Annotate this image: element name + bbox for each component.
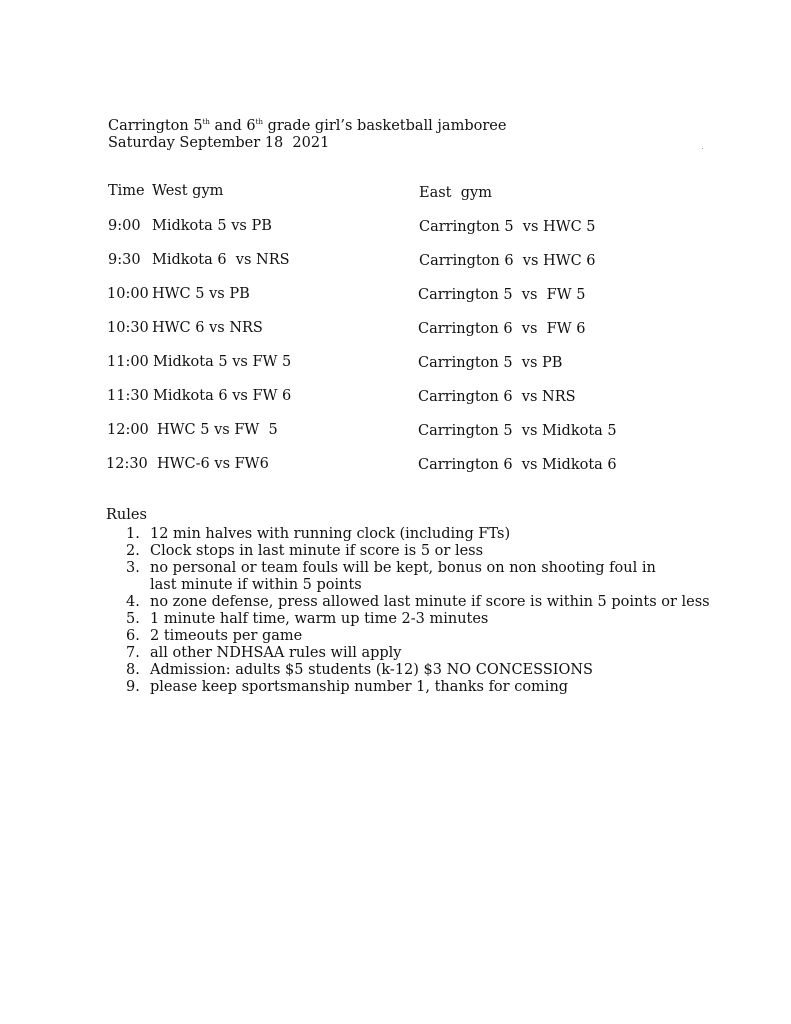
rule-number: 3. — [126, 560, 140, 576]
rule-number: 2. — [126, 543, 140, 559]
rule-item — [126, 679, 710, 696]
rule-number: 9. — [126, 679, 140, 695]
rules-heading: Rules — [106, 507, 147, 523]
west-game: HWC 5 vs PB — [152, 286, 250, 302]
rule-item — [126, 645, 710, 662]
document-date: Saturday September 18 2021 — [108, 135, 330, 151]
rule-text: Admission: adults $5 students (k-12) $3 NO CONCESSIONS — [150, 662, 593, 678]
west-game: Midkota 5 vs FW 5 — [153, 354, 292, 370]
west-game: Midkota 6 vs FW 6 — [153, 388, 292, 404]
rules-list — [126, 526, 710, 696]
rule-number: 1. — [126, 526, 140, 542]
schedule-time: 9:00 — [108, 218, 141, 234]
west-gym-header: West gym — [152, 183, 224, 199]
rule-number: 6. — [126, 628, 140, 644]
west-game: HWC 5 vs FW 5 — [157, 422, 278, 438]
schedule-time: 12:00 — [107, 422, 149, 438]
rule-text: all other NDHSAA rules will apply — [150, 645, 402, 661]
rule-number: 5. — [126, 611, 140, 627]
schedule-time: 11:00 — [107, 354, 149, 370]
east-game: Carrington 6 vs FW 6 — [418, 321, 586, 337]
east-game: Carrington 5 vs Midkota 5 — [418, 423, 617, 439]
rule-text: Clock stops in last minute if score is 5 or less — [150, 543, 484, 559]
rule-text: no zone defense, press allowed last minute if score is within 5 points or less — [150, 594, 710, 610]
east-game: Carrington 5 vs HWC 5 — [419, 219, 596, 235]
rule-item — [126, 560, 670, 594]
time-column-header: Time — [108, 183, 145, 199]
rule-text: 12 min halves with running clock (including FTs) — [150, 526, 511, 542]
schedule-time: 11:30 — [107, 388, 149, 404]
east-game: Carrington 6 vs NRS — [418, 389, 576, 405]
rule-item — [126, 662, 710, 679]
scan-speck — [702, 148, 703, 149]
schedule-time: 9:30 — [108, 252, 141, 268]
east-game: Carrington 5 vs FW 5 — [418, 287, 586, 303]
rule-text: no personal or team fouls will be kept, bonus on non shooting foul in last minute if within 5 points — [150, 560, 656, 593]
rule-text: please keep sportsmanship number 1, thanks for coming — [150, 679, 569, 695]
schedule-time: 10:30 — [107, 320, 149, 336]
west-game: HWC 6 vs NRS — [152, 320, 263, 336]
rule-item — [126, 543, 710, 560]
west-game: HWC-6 vs FW6 — [157, 456, 269, 472]
rule-text: 2 timeouts per game — [150, 628, 303, 644]
rule-text: 1 minute half time, warm up time 2-3 minutes — [150, 611, 489, 627]
rule-item — [126, 526, 710, 543]
rule-item — [126, 611, 710, 628]
rule-item — [126, 594, 710, 611]
west-game: Midkota 5 vs PB — [152, 218, 272, 234]
east-gym-header: East gym — [419, 185, 492, 201]
east-game: Carrington 6 vs HWC 6 — [419, 253, 596, 269]
east-game: Carrington 6 vs Midkota 6 — [418, 457, 617, 473]
west-game: Midkota 6 vs NRS — [152, 252, 290, 268]
east-game: Carrington 5 vs PB — [418, 355, 563, 371]
schedule-time: 12:30 — [106, 456, 148, 472]
document-title: Carrington 5th and 6th grade girl’s basketball jamboree — [108, 118, 507, 134]
rule-number: 4. — [126, 594, 140, 610]
schedule-time: 10:00 — [107, 286, 149, 302]
rule-item — [126, 628, 710, 645]
rule-number: 8. — [126, 662, 140, 678]
rule-number: 7. — [126, 645, 140, 661]
